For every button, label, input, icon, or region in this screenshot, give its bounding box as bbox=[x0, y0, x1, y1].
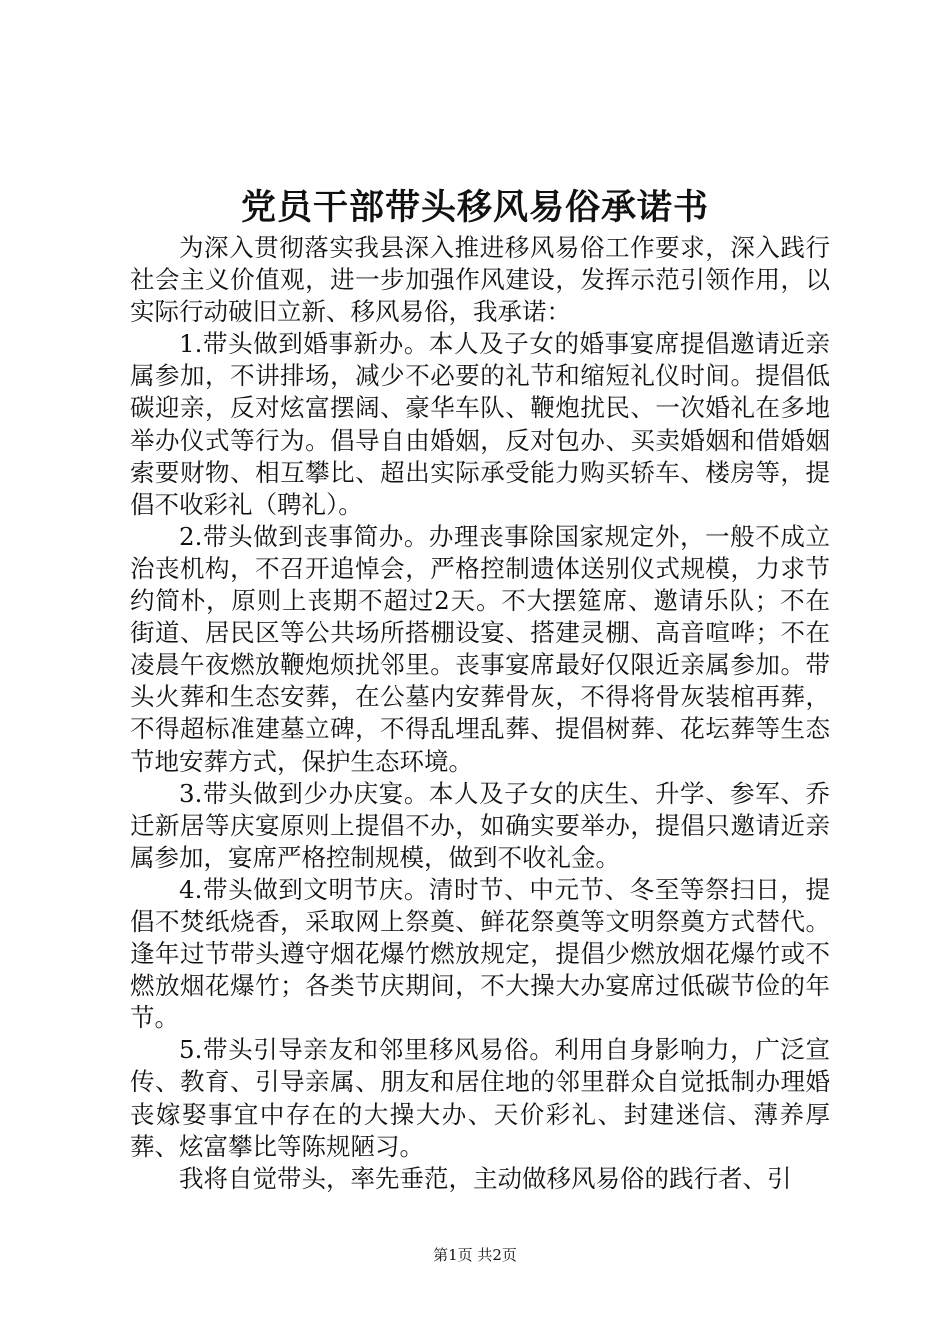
document-body bbox=[130, 232, 830, 1195]
paragraph-item-3: 3.带头做到少办庆宴。本人及子女的庆生、升学、参军、乔迁新居等庆宴原则上提倡不办，如确实要举办，提倡只邀请近亲属参加，宴席严格控制规模，做到不收礼金。 bbox=[130, 778, 830, 872]
paragraph-item-5: 5.带头引导亲友和邻里移风易俗。利用自身影响力，广泛宣传、教育、引导亲属、朋友和居住地的邻里群众自觉抵制办理婚丧嫁娶事宜中存在的大操大办、天价彩礼、封建迷信、薄养厚葬、炫富攀比等陈规陋习。 bbox=[130, 1035, 830, 1161]
paragraph-closing: 我将自觉带头，率先垂范，主动做移风易俗的践行者、引 bbox=[179, 1163, 792, 1193]
paragraph-item-4: 4.带头做到文明节庆。清时节、中元节、冬至等祭扫日，提倡不焚纸烧香，采取网上祭奠、鲜花祭奠等文明祭奠方式替代。逢年过节带头遵守烟花爆竹燃放规定，提倡少燃放烟花爆竹或不燃放烟花爆竹；各类节庆期间，不大操大办宴席过低碳节俭的年节。 bbox=[130, 874, 830, 1033]
paragraph-item-2: 2.带头做到丧事简办。办理丧事除国家规定外，一般不成立治丧机构，不召开追悼会，严格控制遗体送别仪式规模，力求节约简朴，原则上丧期不超过2天。不大摆筵席、邀请乐队；不在街道、居民区等公共场所搭棚设宴、搭建灵棚、高音喧哗；不在凌晨午夜燃放鞭炮烦扰邻里。丧事宴席最好仅限近亲属参加。带头火葬和生态安葬，在公墓内安葬骨灰，不得将骨灰装棺再葬，不得超标准建墓立碑，不得乱埋乱葬、提倡树葬、花坛葬等生态节地安葬方式，保护生态环境。 bbox=[130, 521, 830, 776]
paragraph-intro: 为深入贯彻落实我县深入推进移风易俗工作要求，深入践行社会主义价值观，进一步加强作风建设，发挥示范引领作用，以实际行动破旧立新、移风易俗，我承诺： bbox=[130, 233, 830, 327]
page-number-footer: 第1页 共2页 bbox=[433, 1246, 517, 1264]
paragraph-item-1: 1.带头做到婚事新办。本人及子女的婚事宴席提倡邀请近亲属参加，不讲排场，减少不必要的礼节和缩短礼仪时间。提倡低碳迎亲，反对炫富摆阔、豪华车队、鞭炮扰民、一次婚礼在多地举办仪式等行为。倡导自由婚姻，反对包办、买卖婚姻和借婚姻索要财物、相互攀比、超出实际承受能力购买轿车、楼房等，提倡不收彩礼（聘礼）。 bbox=[130, 329, 830, 519]
document-title: 党员干部带头移风易俗承诺书 bbox=[240, 187, 709, 228]
